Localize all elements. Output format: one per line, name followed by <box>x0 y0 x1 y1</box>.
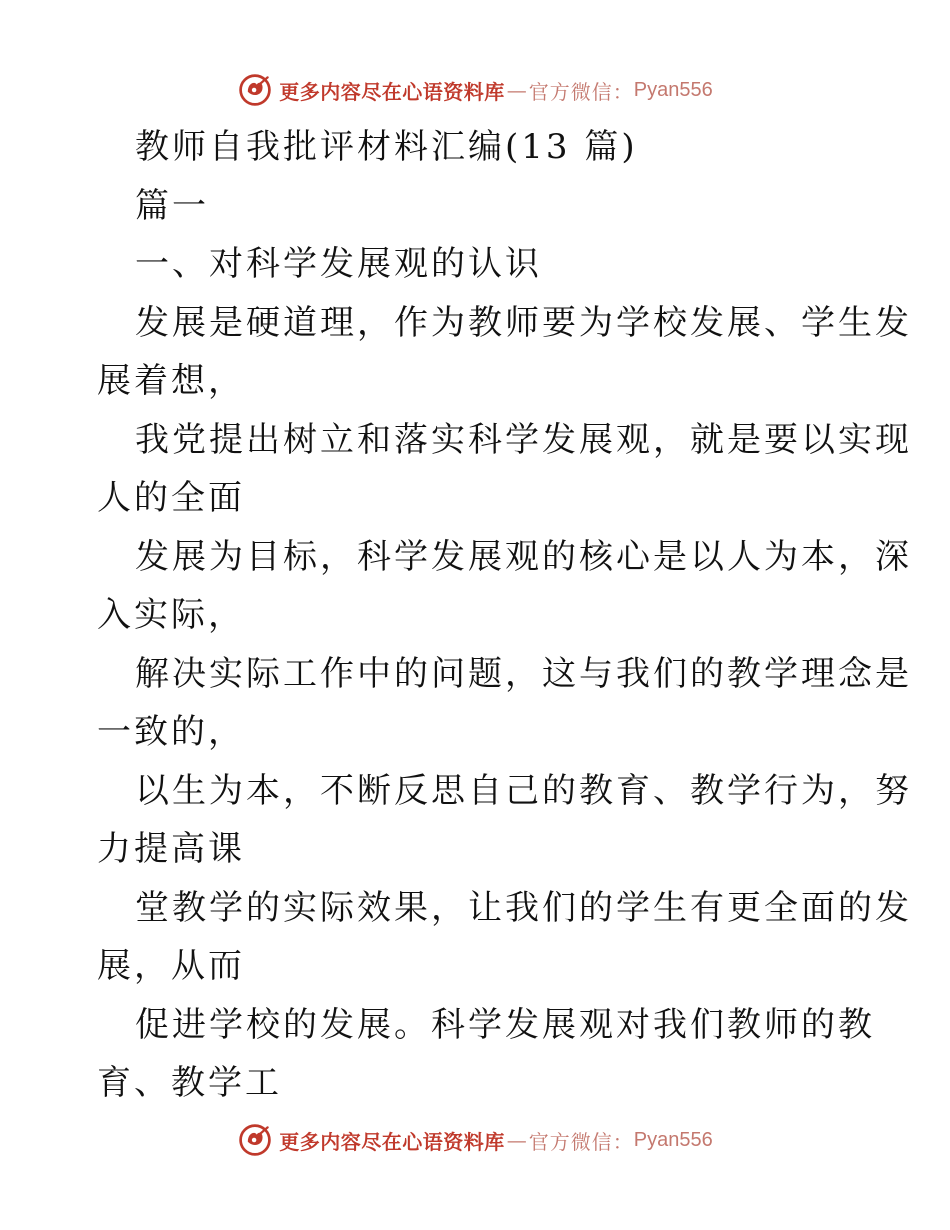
document-title: 教师自我批评材料汇编(13 篇) <box>135 127 638 167</box>
paragraph-line: 促进学校的发展。科学发展观对我们教师的教 <box>135 1004 875 1045</box>
paragraph-line: 入实际， <box>97 595 245 635</box>
paragraph-line: 人的全面 <box>97 478 245 518</box>
paragraph-line: 展，从而 <box>97 946 245 986</box>
banner-account: Pyan556 <box>633 1128 713 1151</box>
tulip-pen-logo-icon <box>237 72 273 108</box>
paragraph-line: 解决实际工作中的问题，这与我们的教学理念是 <box>135 653 912 694</box>
banner-account: Pyan556 <box>633 78 713 101</box>
banner-dash: — <box>506 1128 527 1152</box>
banner-sub-text: 官方微信： <box>528 79 634 104</box>
paragraph-line: 展着想， <box>97 361 245 401</box>
paragraph-line: 以生为本，不断反思自己的教育、教学行为，努 <box>135 770 912 811</box>
paragraph-line: 发展为目标，科学发展观的核心是以人为本，深 <box>135 536 912 577</box>
section-label: 篇一 <box>135 185 209 226</box>
paragraph-line: 一致的， <box>97 712 245 752</box>
header-banner <box>0 70 950 110</box>
paragraph-line: 育、教学工 <box>97 1063 282 1103</box>
paragraph-lines <box>97 294 912 1113</box>
section-heading: 一、对科学发展观的认识 <box>135 244 542 284</box>
footer-banner <box>0 1120 950 1160</box>
document-body <box>97 118 912 1113</box>
tulip-pen-logo-icon <box>237 1122 273 1158</box>
banner-sub-text: 官方微信： <box>528 1129 634 1154</box>
paragraph-line: 发展是硬道理，作为教师要为学校发展、学生发 <box>135 302 912 343</box>
paragraph-line: 力提高课 <box>97 829 245 869</box>
banner-main-text: 更多内容尽在心语资料库 <box>279 79 505 104</box>
banner-main-text: 更多内容尽在心语资料库 <box>279 1129 505 1154</box>
banner-dash: — <box>506 78 527 102</box>
paragraph-line: 我党提出树立和落实科学发展观，就是要以实现 <box>135 419 912 460</box>
paragraph-line: 堂教学的实际效果，让我们的学生有更全面的发 <box>135 887 912 928</box>
